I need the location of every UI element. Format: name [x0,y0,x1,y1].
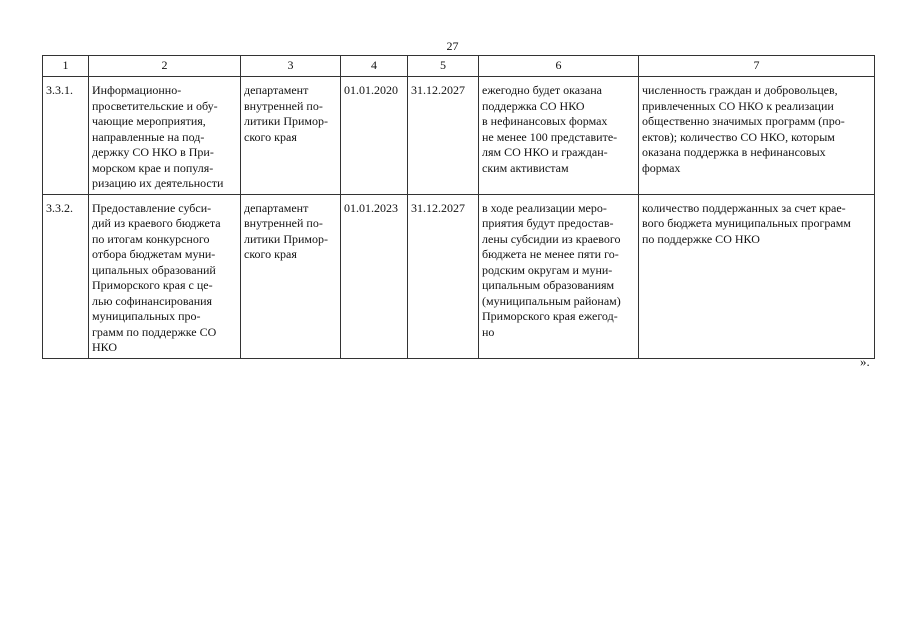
header-col-5: 5 [408,56,479,77]
executor-cell: департамент внутренней по- литики Примор- ского края [241,194,341,358]
indicator-cell: численность граждан и добровольцев, привлеченных СО НКО к реализации общественно значимых программ (про- ектов); количество СО НКО, которым оказана поддержка в нефинансовых формах [639,77,875,195]
end-date-cell: 31.12.2027 [408,194,479,358]
indicator-cell: количество поддержанных за счет крае- вого бюджета муниципальных программ по поддержке СО НКО [639,194,875,358]
header-col-1: 1 [43,56,89,77]
measures-table [42,55,875,359]
table-row [43,77,875,195]
expected-result-cell: в ходе реализации меро- приятия будут предостав- лены субсидии из краевого бюджета не менее пяти го- родским округам и муни- ципальным образованиям (муниципальным районам) Приморского края ежегод- но [479,194,639,358]
page-number: 27 [446,39,459,53]
start-date-cell: 01.01.2020 [341,77,408,195]
row-number-cell: 3.3.1. [43,77,89,195]
event-name-cell: Предоставление субси- дий из краевого бюджета по итогам конкурсного отбора бюджетам муни- ципальных образований Приморского края с це- лью софинансирования муниципальных про- грамм по поддержке СО НКО [89,194,241,358]
header-col-3: 3 [241,56,341,77]
header-col-6: 6 [479,56,639,77]
header-col-7: 7 [639,56,875,77]
closing-quote-mark: ». [860,354,870,369]
table-row [43,194,875,358]
event-name-cell: Информационно- просветительские и обу- чающие мероприятия, направленные на под- держку СО НКО в При- морском крае и популя- ризацию их деятельности [89,77,241,195]
header-col-2: 2 [89,56,241,77]
executor-cell: департамент внутренней по- литики Примор- ского края [241,77,341,195]
row-number-cell: 3.3.2. [43,194,89,358]
start-date-cell: 01.01.2023 [341,194,408,358]
expected-result-cell: ежегодно будет оказана поддержка СО НКО в нефинансовых формах не менее 100 представите- лям СО НКО и граждан- ским активистам [479,77,639,195]
header-col-4: 4 [341,56,408,77]
table-header-row [43,56,875,77]
end-date-cell: 31.12.2027 [408,77,479,195]
